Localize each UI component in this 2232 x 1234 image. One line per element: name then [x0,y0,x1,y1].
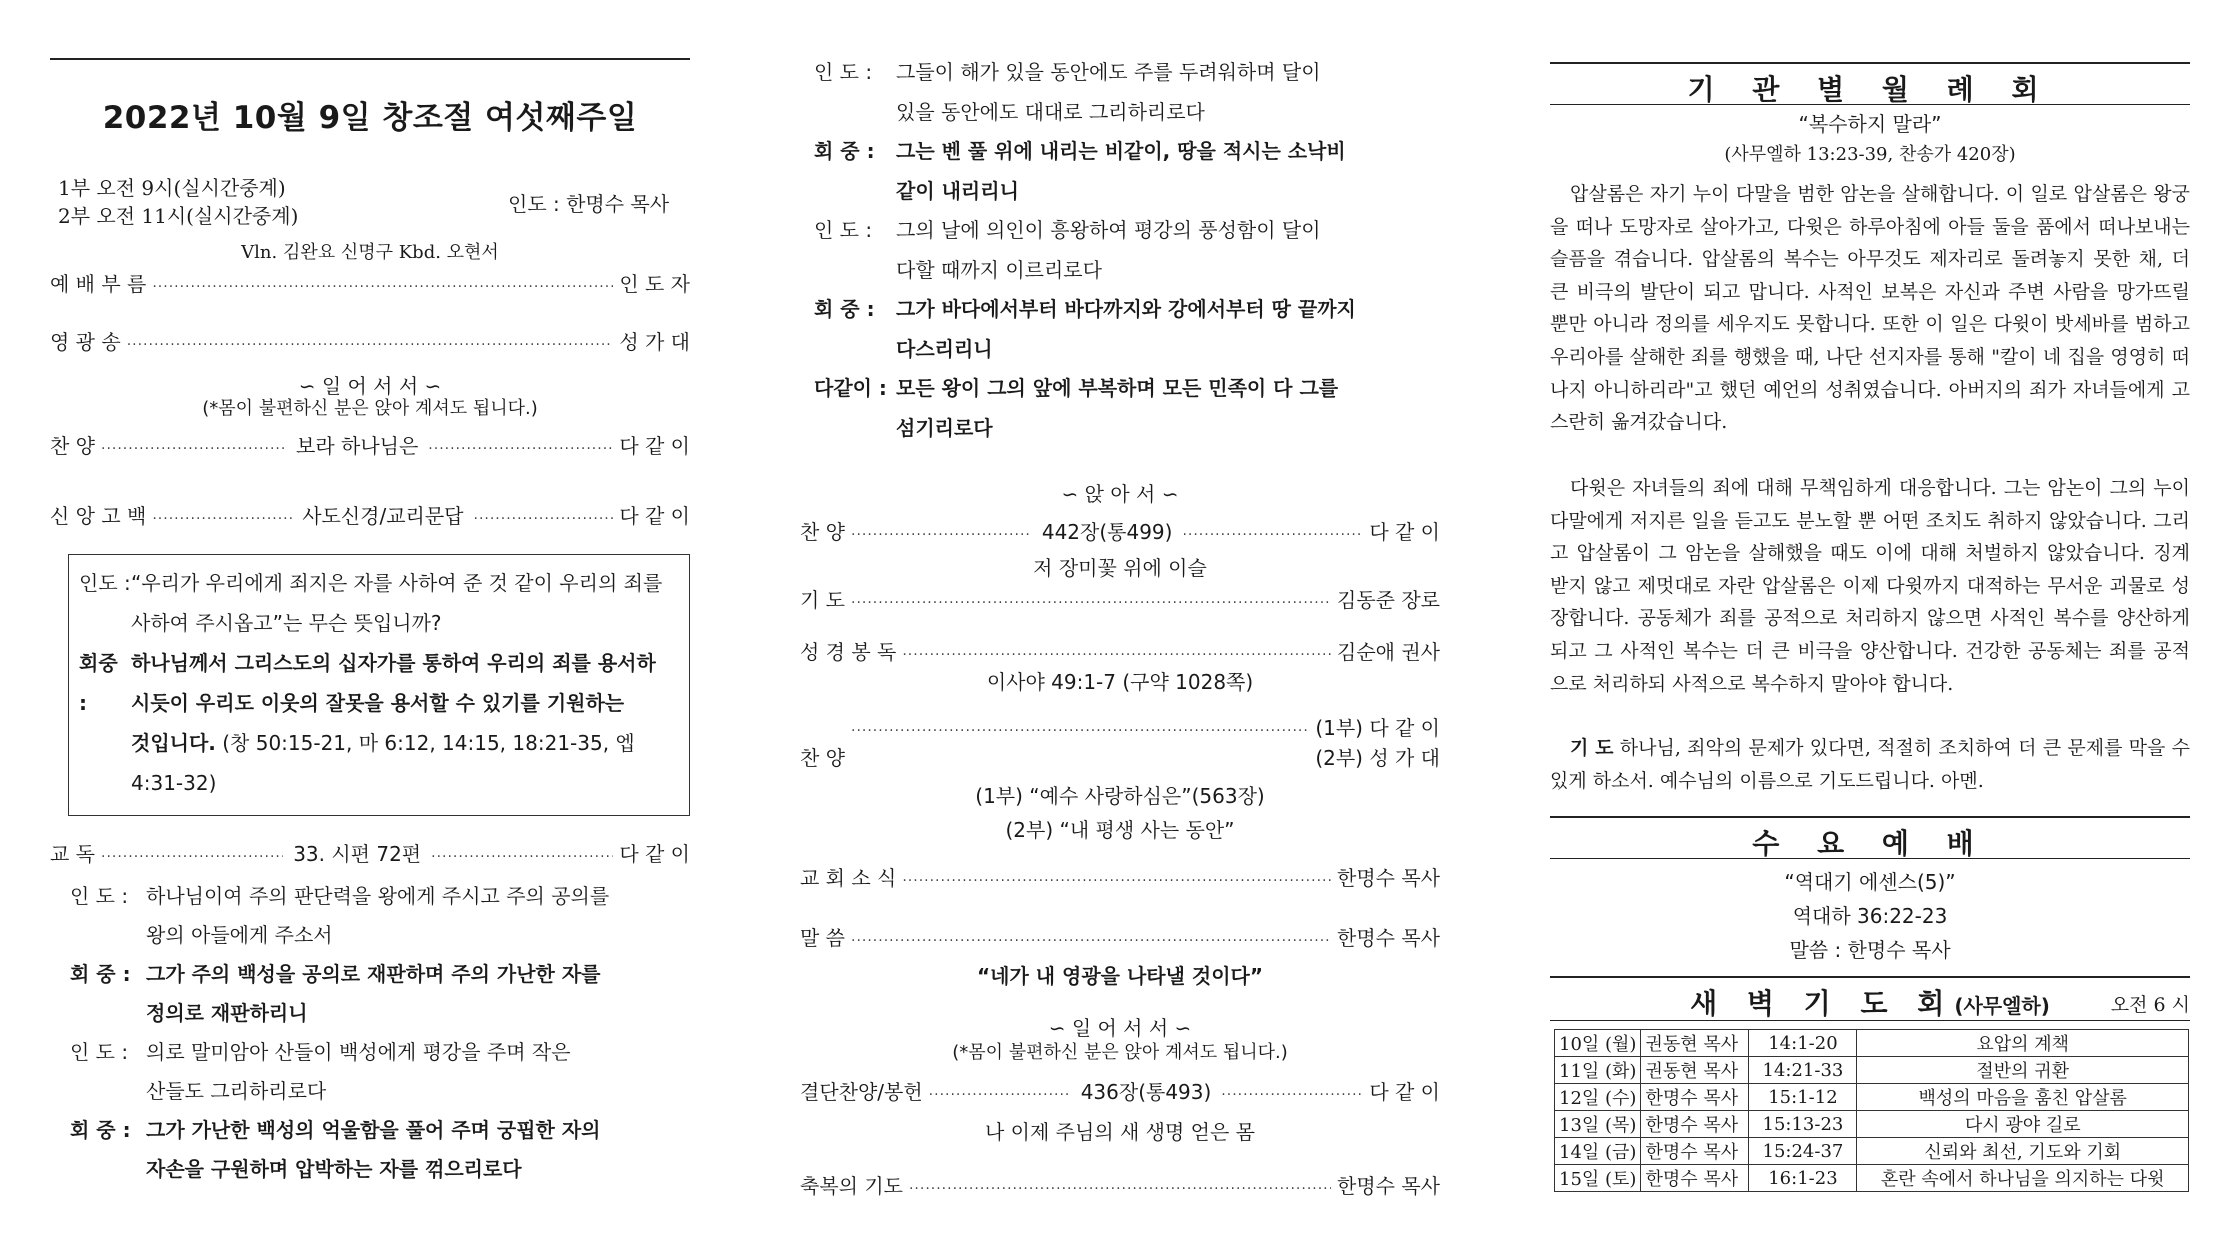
dawn-book: (사무엘하) [1954,994,2050,1018]
reading-line [814,52,1440,92]
leader-dots [909,1181,1331,1197]
dawn-prayer-header [1550,982,2190,1018]
leader-dots [474,511,614,527]
order-label: 말 씀 [800,926,845,950]
reading-text: 다스리리니 [896,336,993,361]
dawn-title-group [1550,982,2190,1022]
catechism-line [131,763,679,803]
date-cell: 11일 (화) [1555,1057,1641,1084]
order-news [800,862,1440,891]
reading-role [70,1071,146,1111]
stand-note-2: (*몸이 불편하신 분은 앉아 계셔도 됩니다.) [952,1042,1288,1063]
reading-text: 왕의 아들에게 주소서 [146,923,333,947]
reading-text: 모든 왕이 그의 앞에 부복하며 모든 민족이 다 그를 [896,376,1339,400]
leader-dots [101,849,283,865]
reading-line [70,1149,690,1189]
reading-role [70,1149,146,1189]
passage-cell: 15:13-23 [1749,1111,1857,1138]
leader-dots [1182,527,1363,543]
service-time-2: 2부 오전 11시(실시간중계) [58,204,299,228]
scripture-reference: 이사야 49:1-7 (구약 1028쪽) [986,670,1254,694]
title-cell: 신뢰와 최선, 기도와 기회 [1857,1138,2189,1165]
wednesday-reference: 역대하 36:22-23 [1792,904,1948,928]
reading-role: 회 중 : [814,139,875,163]
order-label: 신 앙 고 백 [50,504,147,528]
preacher-cell: 권동현 목사 [1641,1057,1749,1084]
sermon-title: “네가 내 영광을 나타낼 것이다” [977,964,1263,988]
leader-dots [851,933,1331,949]
order-who: 다 같 이 [619,434,690,458]
reading-line [814,92,1440,132]
top-rule [1550,62,2190,64]
reading-line [70,915,690,955]
reading-line [70,876,690,916]
order-choir-line1 [800,712,1440,741]
reading-text: 자손을 구원하며 압박하는 자를 꺾으리로다 [146,1157,522,1181]
dawn-prayer-table [1554,1029,2189,1192]
table-row [1555,1111,2189,1138]
monthly-meeting-heading: 기 관 별 월 례 회 [1687,73,2053,106]
sit-instruction: ∽ 앉 아 서 ∽ [1061,482,1179,506]
page-title: 2022년 10월 9일 창조절 여섯째주일 [102,100,638,136]
order-who: (2부) 성 가 대 [1315,746,1440,770]
leader-dots [851,723,1309,739]
order-who: 다 같 이 [1369,520,1440,544]
table-row [1555,1084,2189,1111]
reading-line [814,250,1440,290]
wednesday-speaker: 말씀 : 한명수 목사 [1789,938,1951,962]
leader-dots [902,873,1331,889]
choir-song-1: (1부) “예수 사랑하심은”(563장) [975,784,1265,808]
reading-line [814,408,1440,448]
monthly-reference: (사무엘하 13:23-39, 찬송가 420장) [1724,144,2016,165]
order-label: 교 회 소 식 [800,866,897,890]
preacher-cell: 권동현 목사 [1641,1030,1749,1057]
reading-text: 그가 가난한 백성의 억울함을 풀어 주며 궁핍한 자의 [146,1118,601,1142]
catechism-line [131,683,679,723]
catechism-line [131,723,679,763]
order-prayer [800,584,1440,613]
title-cell: 혼란 속에서 하나님을 의지하는 다윗 [1857,1165,2189,1192]
dedication-song: 나 이제 주님의 새 생명 얻은 몸 [985,1120,1255,1144]
order-label: 축복의 기도 [800,1174,903,1198]
date-cell: 10일 (월) [1555,1030,1641,1057]
date-cell: 12일 (수) [1555,1084,1641,1111]
order-mid: 442장(통499) [1041,520,1173,544]
reading-text: 산들도 그리하리로다 [146,1079,327,1103]
reading-line [814,289,1440,329]
order-who: 한명수 목사 [1337,926,1440,950]
devotion-prayer [1550,732,2190,797]
reading-text: 있을 동안에도 대대로 그리하리로다 [896,99,1205,124]
catechism-text: 하나님께서 그리스도의 십자가를 통하여 우리의 죄를 용서하 [131,651,656,675]
choir-song-2: (2부) “내 평생 사는 동안” [1005,818,1235,842]
leader-dots [152,279,613,295]
table-row [1555,1138,2189,1165]
order-who: 김순애 권사 [1337,640,1440,664]
dawn-title: 새 벽 기 도 회 [1690,987,1955,1020]
section-rule [1550,816,2190,818]
leader-dots [929,1087,1071,1103]
leader-dots [851,595,1331,611]
reading-line [70,1032,690,1072]
order-mid: 사도신경/교리문답 [302,504,464,528]
order-gloria [50,326,690,355]
date-cell: 13일 (목) [1555,1111,1641,1138]
reading-role [814,408,896,448]
order-who: 한명수 목사 [1337,866,1440,890]
order-mid: 보라 하나님은 [296,434,419,458]
order-label: 교 독 [50,842,95,866]
reading-role: 인 도 : [70,884,129,908]
order-label: 성 경 봉 독 [800,640,897,664]
heading-rule [1550,858,2190,859]
preacher-cell: 한명수 목사 [1641,1111,1749,1138]
title-cell: 다시 광야 길로 [1857,1111,2189,1138]
stand-instruction-2: ∽ 일 어 서 서 ∽ [1048,1016,1192,1040]
top-rule [50,58,690,60]
reading-text: 그의 날에 의인이 흥왕하여 평강의 풍성함이 달이 [896,218,1321,242]
reading-text: 의로 말미암아 산들이 백성에게 평강을 주며 작은 [146,1040,571,1064]
reading-role: 회 중 : [814,297,875,321]
prayer-text: 하나님, 죄악의 문제가 있다면, 적절히 조치하여 더 큰 문제를 막을 수 있게 하소서. 예수님의 이름으로 기도드립니다. 아멘. [1550,737,2190,792]
preacher-cell: 한명수 목사 [1641,1138,1749,1165]
reading-role: 회 중 : [70,962,131,986]
order-responsive-reading [50,838,690,867]
order-who: 한명수 목사 [1337,1174,1440,1198]
order-mid: 33. 시편 72편 [293,842,422,866]
leader-dots [127,337,614,353]
reading-role [70,915,146,955]
leader-dots [851,527,1032,543]
leader-text: 인도 : 한명수 목사 [508,192,670,216]
wednesday-subtitle: “역대기 에센스(5)” [1784,870,1956,894]
leader-dots [152,511,292,527]
catechism-text: 4:31-32) [131,771,217,795]
heading-rule [1550,104,2190,105]
order-label: 찬 양 [800,520,845,544]
order-scripture [800,636,1440,665]
stand-instruction: ∽ 일 어 서 서 ∽ [298,374,442,398]
heading-rule [1550,1020,2190,1021]
wednesday-service-heading: 수 요 예 배 [1752,827,1988,860]
section-rule [1550,976,2190,978]
reading-role: 다같이 : [814,376,887,400]
passage-cell: 14:1-20 [1749,1030,1857,1057]
reading-role [814,92,896,132]
reading-text: 같이 내리리니 [896,178,1019,203]
preacher-cell: 한명수 목사 [1641,1165,1749,1192]
reading-line [70,993,690,1033]
table-row [1555,1057,2189,1084]
order-choir-line2 [800,742,1440,771]
passage-cell: 14:21-33 [1749,1057,1857,1084]
reading-role: 인 도 : [814,218,873,242]
title-cell: 요압의 계책 [1857,1030,2189,1057]
reading-line [70,1071,690,1111]
order-call-to-worship [50,268,690,297]
title-cell: 절반의 귀환 [1857,1057,2189,1084]
reading-role: 인 도 : [70,1040,129,1064]
stand-note: (*몸이 불편하신 분은 앉아 계셔도 됩니다.) [202,398,538,419]
table-row [1555,1030,2189,1057]
musicians-line: Vln. 김완요 신명구 Kbd. 오현서 [241,242,499,263]
leader-dots [1221,1087,1363,1103]
leader-dots [431,849,613,865]
reading-line [814,131,1440,171]
reading-role: 인 도 : [814,60,873,84]
reading-text: 그가 바다에서부터 바다까지와 강에서부터 땅 끝까지 [896,297,1356,321]
order-label: 찬 양 [50,434,95,458]
order-who: 다 같 이 [619,504,691,528]
reading-text: 하나님이여 주의 판단력을 왕에게 주시고 주의 공의를 [146,884,610,908]
catechism-reference: (창 50:15-21, 마 6:12, 14:15, 18:21-35, 엡 [215,731,635,755]
prayer-label: 기 도 [1570,737,1614,759]
order-hymn-442 [800,516,1440,545]
preacher-cell: 한명수 목사 [1641,1084,1749,1111]
catechism-role: 인도 : [79,571,131,595]
order-who: (1부) 다 같 이 [1315,716,1440,740]
catechism-line [79,563,679,603]
order-label: 기 도 [800,588,845,612]
order-dedication [800,1076,1440,1105]
reading-line [814,368,1440,408]
order-who: 다 같 이 [1369,1080,1441,1104]
order-mid: 436장(통493) [1080,1080,1212,1104]
reading-text: 그는 벤 풀 위에 내리는 비같이, 땅을 적시는 소낙비 [896,139,1346,163]
order-label: 예 배 부 름 [50,272,147,296]
catechism-text: “우리가 우리에게 죄지은 자를 사하여 준 것 같이 우리의 죄를 [131,571,663,595]
order-who: 다 같 이 [619,842,690,866]
reading-role [814,329,896,369]
order-creed [50,500,690,529]
catechism-text: 것입니다. [131,731,216,755]
dawn-prayer-rows [1555,1030,2189,1192]
reading-line [70,1110,690,1150]
order-sermon [800,922,1440,951]
devotion-paragraph-2: 다윗은 자녀들의 죄에 대해 무책임하게 대응합니다. 그는 암논이 그의 누이 다말에게 저지른 일을 듣고도 분노할 뿐 어떤 조치도 취하지 않았습니다. 그리고 압살롬이 그 암논을 살해했을 때도 이에 대해 처벌하지 않았습니다. 징계 받지 않고 제멋대로 자란 압살롬은 이제 다윗까지 대적하는 무서운 괴물로 성장합니다. 공동체가 죄를 공적으로 처리하지 않으면 사적인 복수를 양산하게 되고 그 사적인 복수는 더 큰 비극을 양산합니다. 건강한 공동체는 죄를 공적으로 처리하되 사적으로 복수하지 말아야 합니다. [1550,477,2190,695]
passage-cell: 15:24-37 [1749,1138,1857,1165]
reading-line [814,210,1440,250]
passage-cell: 16:1-23 [1749,1165,1857,1192]
order-who: 김동준 장로 [1337,588,1440,612]
reading-text: 그들이 해가 있을 동안에도 주를 두려워하며 달이 [896,60,1321,84]
reading-role: 회 중 : [70,1118,131,1142]
order-benediction [800,1170,1440,1199]
catechism-role: 회중 : [79,651,118,715]
catechism-text: 시듯이 우리도 이웃의 잘못을 용서할 수 있기를 기원하는 [131,691,625,715]
catechism-line [131,603,679,643]
reading-role [814,250,896,290]
order-hymn [50,430,690,459]
reading-line [70,954,690,994]
reading-line [814,329,1440,369]
reading-text: 그가 주의 백성을 공의로 재판하며 주의 가난한 자를 [146,962,601,986]
reading-role [814,171,896,211]
hymn-title: 저 장미꽃 위에 이슬 [1033,556,1207,580]
reading-line [814,171,1440,211]
leader-dots [428,441,613,457]
reading-text: 다할 때까지 이르리로다 [896,257,1102,282]
monthly-subtitle: “복수하지 말라” [1798,112,1942,136]
dawn-time: 오전 6 시 [2110,994,2190,1016]
devotion-paragraph-1: 압살롬은 자기 누이 다말을 범한 암논을 살해합니다. 이 일로 압살롬은 왕궁을 떠나 도망자로 살아가고, 다윗은 하루아침에 아들 둘을 품에서 떠나보내는 슬픔을 겪습니다. 압살롬의 복수는 아무것도 제자리로 돌려놓지 못한 채, 더 큰 비극의 발단이 되고 맙니다. 사적인 보복은 자신과 주변 사람을 망가뜨릴 뿐만 아니라 정의를 세우지도 못합니다. 또한 이 일은 다윗이 밧세바를 범하고 우리아를 살해한 죄를 행했을 때, 나단 선지자를 통해 "칼이 네 집을 영영히 떠나지 아니하리라"고 했던 예언의 성취였습니다. 아버지의 죄가 자녀들에게 고스란히 옮겨갔습니다. [1550,183,2190,434]
catechism-box [68,554,690,816]
table-row [1555,1165,2189,1192]
passage-cell: 15:1-12 [1749,1084,1857,1111]
reading-text: 정의로 재판하리니 [146,1001,308,1025]
order-label: 결단찬양/봉헌 [800,1080,923,1104]
date-cell: 14일 (금) [1555,1138,1641,1165]
leader-dots [902,647,1331,663]
order-who: 성 가 대 [619,330,690,354]
order-label: 영 광 송 [50,330,121,354]
service-time-1: 1부 오전 9시(실시간중계) [58,176,286,200]
catechism-text: 사하여 주시옵고”는 무슨 뜻입니까? [131,611,442,635]
order-who: 인 도 자 [619,272,690,296]
title-cell: 백성의 마음을 훔친 압살롬 [1857,1084,2189,1111]
date-cell: 15일 (토) [1555,1165,1641,1192]
order-label: 찬 양 [800,746,845,770]
reading-text: 섬기리로다 [896,415,993,440]
reading-role [70,993,146,1033]
leader-dots [101,441,286,457]
